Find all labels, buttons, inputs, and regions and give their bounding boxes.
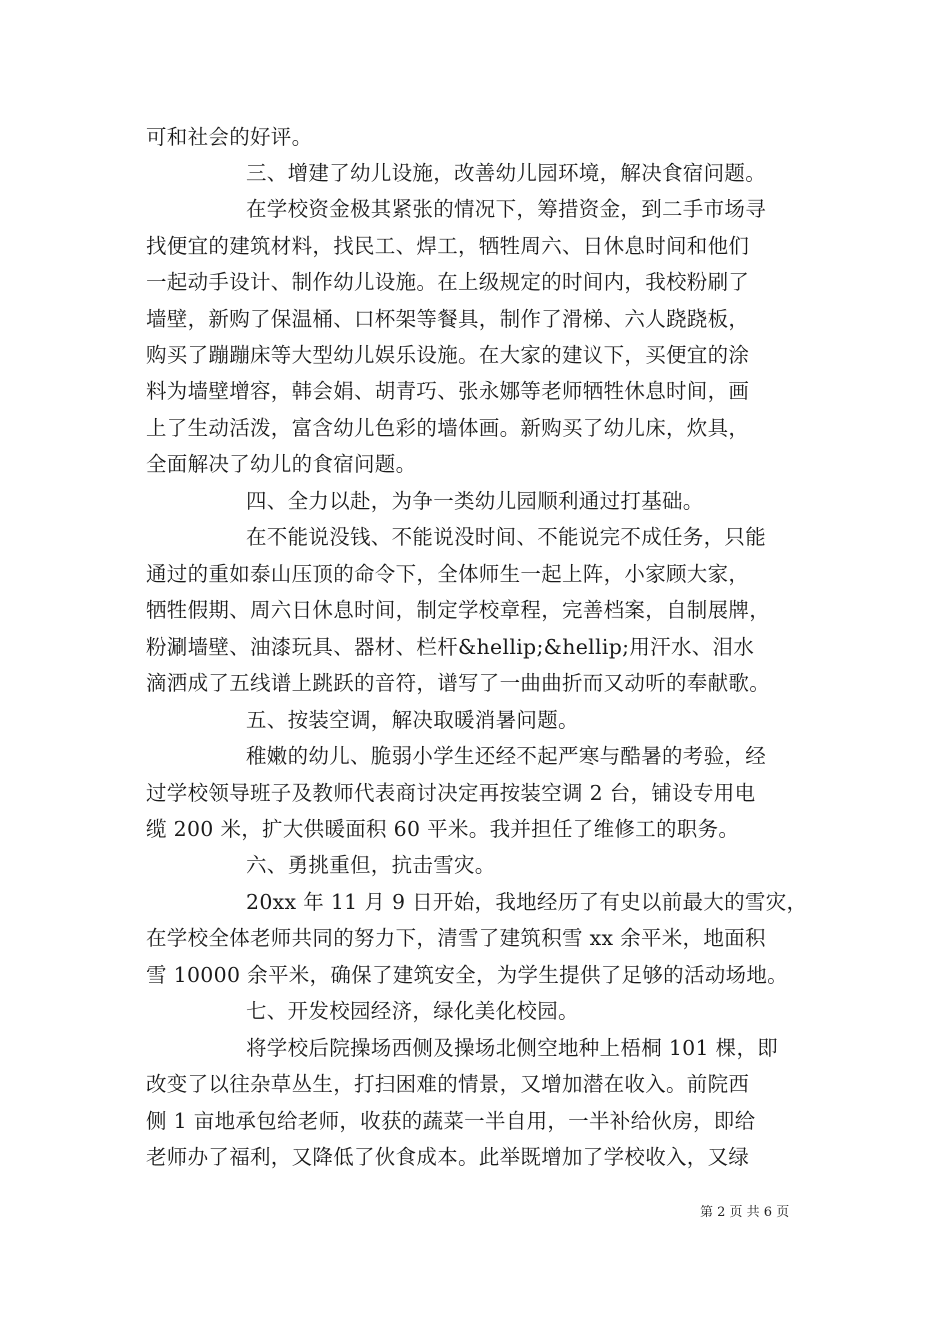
- text-line: 20xx 年 11 月 9 日开始，我地经历了有史以前最大的雪灾，: [246, 890, 808, 914]
- text-line: 可和社会的好评。: [146, 125, 313, 149]
- text-line: 滴洒成了五线谱上跳跃的音符，谱写了一曲曲折而又动听的奉献歌。: [146, 671, 770, 695]
- text-line: 侧 1 亩地承包给老师，收获的蔬菜一半自用，一半补给伙房，即给: [146, 1109, 756, 1133]
- text-line: 在不能说没钱、不能说没时间、不能说完不成任务，只能: [246, 525, 766, 549]
- section-heading: 七、开发校园经济，绿化美化校园。: [246, 999, 579, 1023]
- text-line: 在学校资金极其紧张的情况下，筹措资金，到二手市场寻: [246, 197, 766, 221]
- text-line: 粉涮墙壁、油漆玩具、器材、栏杆&hellip;&hellip;用汗水、泪水: [146, 635, 755, 659]
- section-heading: 三、增建了幼儿设施，改善幼儿园环境，解决食宿问题。: [246, 161, 766, 185]
- text-line: 购买了蹦蹦床等大型幼儿娱乐设施。在大家的建议下，买便宜的涂: [146, 343, 750, 367]
- text-line: 全面解决了幼儿的食宿问题。: [146, 452, 417, 476]
- text-line: 通过的重如泰山压顶的命令下，全体师生一起上阵，小家顾大家，: [146, 562, 750, 586]
- section-heading: 六、勇挑重但，抗击雪灾。: [246, 853, 496, 877]
- text-line: 缆 200 米，扩大供暖面积 60 平米。我并担任了维修工的职务。: [146, 817, 740, 841]
- text-line: 找便宜的建筑材料，找民工、焊工，牺牲周六、日休息时间和他们: [146, 234, 750, 258]
- text-line: 墙壁，新购了保温桶、口杯架等餐具，制作了滑梯、六人跷跷板，: [146, 307, 750, 331]
- text-line: 将学校后院操场西侧及操场北侧空地种上梧桐 101 棵，即: [246, 1036, 779, 1060]
- text-line: 牺牲假期、周六日休息时间，制定学校章程，完善档案，自制展牌，: [146, 598, 770, 622]
- text-line: 老师办了福利，又降低了伙食成本。此举既增加了学校收入，又绿: [146, 1145, 750, 1169]
- page-number: 第 2 页 共 6 页: [700, 1205, 790, 1220]
- text-line: 雪 10000 余平米，确保了建筑安全，为学生提供了足够的活动场地。: [146, 963, 788, 987]
- text-line: 改变了以往杂草丛生，打扫困难的情景，又增加潜在收入。前院西: [146, 1072, 750, 1096]
- section-heading: 五、按装空调，解决取暖消暑问题。: [246, 708, 579, 732]
- text-line: 过学校领导班子及教师代表商讨决定再按装空调 2 台，铺设专用电: [146, 781, 756, 805]
- text-line: 料为墙壁增容，韩会娟、胡青巧、张永娜等老师牺牲休息时间，画: [146, 379, 750, 403]
- text-line: 在学校全体老师共同的努力下，清雪了建筑积雪 xx 余平米，地面积: [146, 926, 766, 950]
- text-line: 一起动手设计、制作幼儿设施。在上级规定的时间内，我校粉刷了: [146, 270, 750, 294]
- text-line: 上了生动活泼，富含幼儿色彩的墙体画。新购买了幼儿床，炊具，: [146, 416, 750, 440]
- section-heading: 四、全力以赴，为争一类幼儿园顺利通过打基础。: [246, 489, 704, 513]
- text-line: 稚嫩的幼儿、脆弱小学生还经不起严寒与酷暑的考验，经: [246, 744, 766, 768]
